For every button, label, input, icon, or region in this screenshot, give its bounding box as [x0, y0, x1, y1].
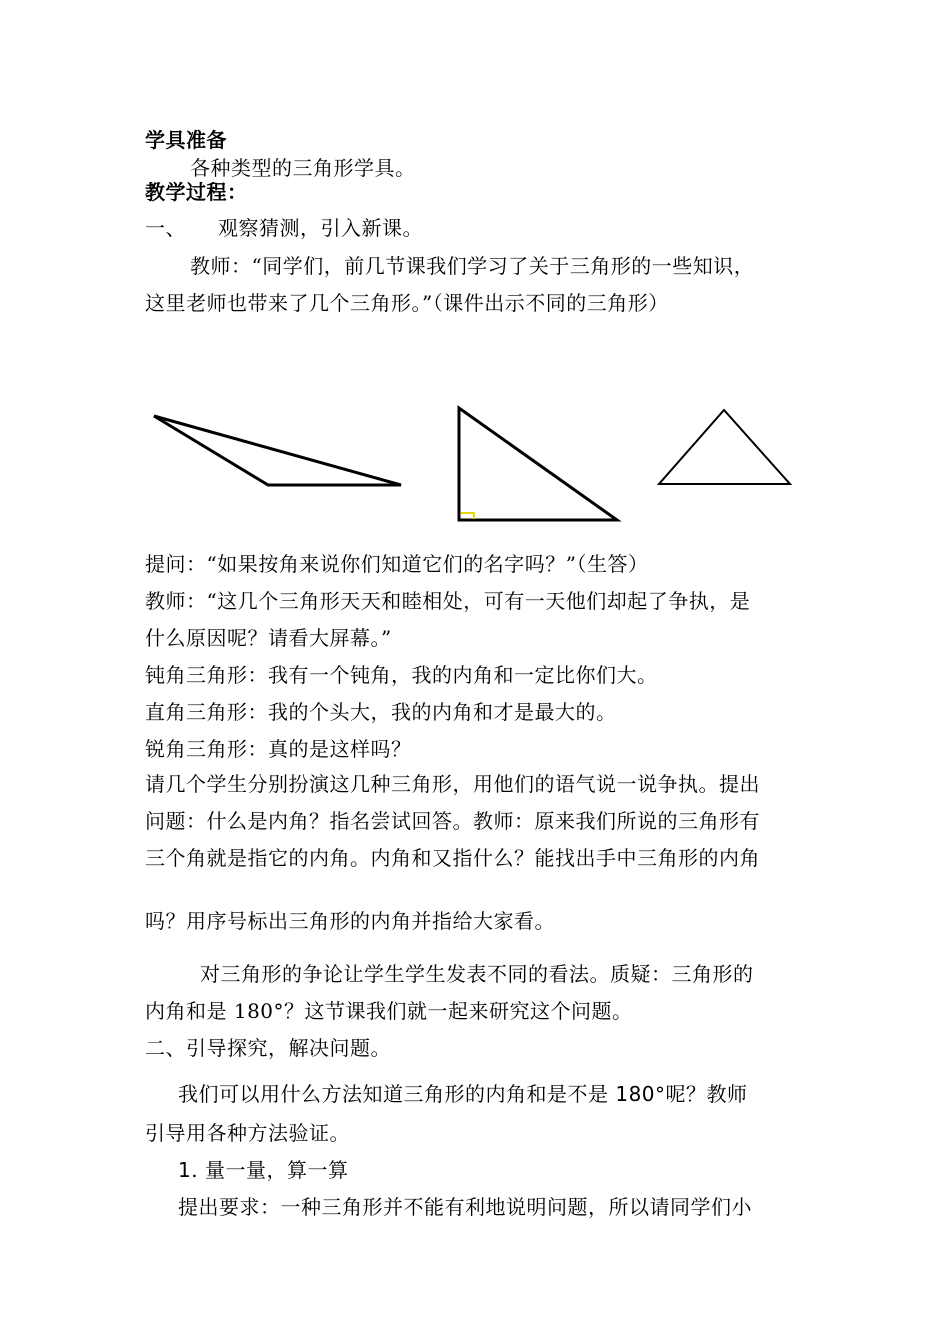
step-1-heading — [178, 1154, 348, 1183]
paragraph-5-line-2: 引导用各种方法验证。 — [145, 1121, 350, 1145]
right-triangle-line: 直角三角形：我的个头大，我的内角和才是最大的。 — [145, 700, 617, 724]
paragraph-3-line-1: 请几个学生分别扮演这几种三角形，用他们的语气说一说争执。提出 — [145, 772, 760, 796]
section1-number: 一、 — [145, 216, 186, 240]
paragraph-5-line-1 — [178, 1078, 748, 1107]
prep-text: 各种类型的三角形学具。 — [190, 156, 416, 180]
obtuse-triangle-line: 钝角三角形：我有一个钝角，我的内角和一定比你们大。 — [145, 663, 658, 687]
prep-heading: 学具准备 — [145, 128, 227, 152]
obtuse-triangle — [154, 416, 401, 485]
paragraph-3-line-2: 问题：什么是内角？指名尝试回答。教师：原来我们所说的三角形有 — [145, 809, 760, 833]
question-line: 提问：“如果按角来说你们知道它们的名字吗？”（生答） — [145, 552, 649, 576]
process-heading: 教学过程： — [145, 180, 248, 204]
acute-triangle — [659, 410, 790, 484]
paragraph-3-line-4: 吗？用序号标出三角形的内角并指给大家看。 — [145, 909, 555, 933]
paragraph-5-text-a: 我们可以用什么方法知道三角形的内角和是不是 — [178, 1082, 616, 1106]
paragraph-1-line-1: 教师：“同学们，前几节课我们学习了关于三角形的一些知识， — [190, 254, 755, 278]
paragraph-4-line-1: 对三角形的争论让学生学生发表不同的看法。质疑：三角形的 — [200, 962, 754, 986]
paragraph-5-text-b: °呢？教师 — [655, 1082, 748, 1106]
right-triangle — [459, 408, 617, 520]
right-angle-mark — [461, 513, 474, 519]
acute-triangle-line: 锐角三角形：真的是这样吗？ — [145, 737, 412, 761]
step-1-text: . 量一量，算一算 — [191, 1158, 349, 1182]
paragraph-6-line-1: 提出要求：一种三角形并不能有利地说明问题，所以请同学们小 — [178, 1195, 752, 1219]
section1-title: 观察猜测，引入新课。 — [218, 216, 423, 240]
teacher-line-2: 什么原因呢？请看大屏幕。” — [145, 626, 392, 650]
section2-title: 二、引导探究，解决问题。 — [145, 1036, 391, 1060]
paragraph-3-line-3: 三个角就是指它的内角。内角和又指什么？能找出手中三角形的内角 — [145, 846, 760, 870]
paragraph-1-line-2: 这里老师也带来了几个三角形。”（课件出示不同的三角形） — [145, 291, 669, 315]
paragraph-4-line-2: 内角和是 180°？这节课我们就一起来研究这个问题。 — [145, 999, 633, 1023]
step-1-number: 1 — [178, 1158, 192, 1182]
paragraph-5-number: 180 — [615, 1082, 656, 1106]
teacher-line-1: 教师：“这几个三角形天天和睦相处，可有一天他们却起了争执，是 — [145, 589, 751, 613]
